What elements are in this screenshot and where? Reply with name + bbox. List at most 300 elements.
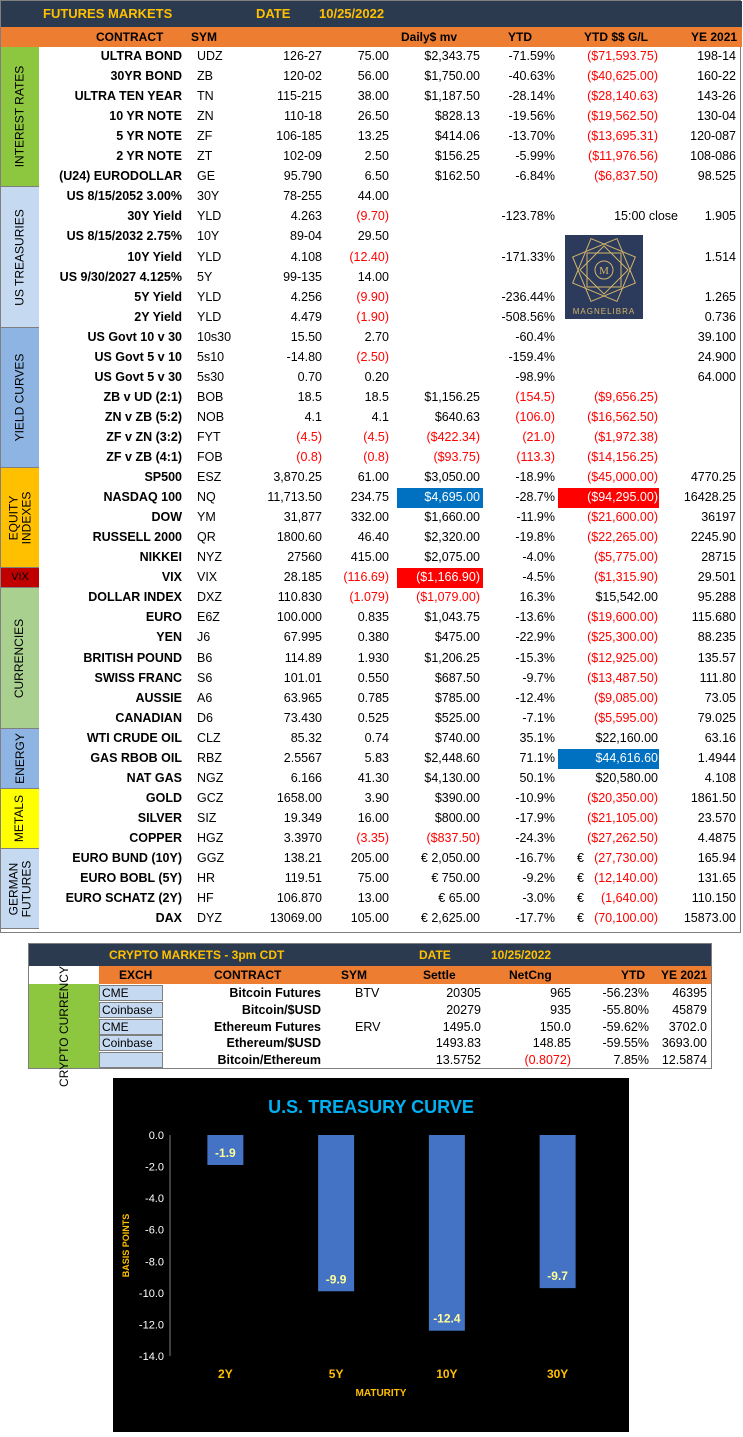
cell-gl: ($11,976.56) [588, 149, 658, 164]
cell-mv: ($837.50) [426, 830, 480, 845]
cell-ytd: -17.9% [515, 810, 555, 825]
cell-ytd: 16.3% [519, 590, 555, 605]
cell-ytd: -159.4% [508, 349, 555, 364]
cell-ytd: -71.59% [508, 49, 555, 63]
cell-chg: (3.35) [356, 830, 389, 845]
cell-name: WTI CRUDE OIL [86, 730, 182, 745]
table-row [39, 789, 742, 809]
cell-chg: 1.930 [357, 650, 389, 665]
cell-name: US Govt 5 v 10 [94, 349, 182, 364]
cell-sym: HF [197, 891, 214, 906]
crypto-table [28, 943, 712, 1087]
cell-ye: 160-22 [697, 69, 736, 84]
cell-sym: 5s10 [197, 349, 225, 364]
cell-ye: 165.94 [697, 851, 736, 865]
cell-chg: 3.90 [364, 790, 389, 805]
cell-chg: 5.83 [364, 750, 389, 765]
table-row [39, 408, 742, 428]
cell-name: BRITISH POUND [83, 650, 182, 665]
cell-sym: RBZ [197, 750, 222, 765]
cell-ye: 12.5874 [661, 1053, 707, 1068]
cell-ytd: -56.23% [602, 986, 649, 1000]
table-row [39, 889, 742, 909]
cell-name: (U24) EURODOLLAR [59, 169, 182, 184]
cell-ye: 110.150 [691, 891, 736, 906]
cell-sym: CLZ [197, 730, 221, 745]
table-row [39, 207, 742, 227]
cell-name: Ethereum Futures [214, 1019, 321, 1034]
table-row [39, 528, 742, 548]
cell-mv: $2,320.00 [424, 530, 480, 545]
cell-ye: 23.570 [697, 810, 736, 825]
section-vix [1, 568, 39, 588]
cell-ytd: -59.55% [602, 1036, 649, 1051]
cell-ye: 4.108 [704, 770, 736, 785]
cell-sym: YM [197, 510, 216, 525]
cell-sym: B6 [197, 650, 213, 665]
cell-ye: 130-04 [697, 109, 736, 124]
cell-last: 106-185 [276, 129, 322, 144]
table-row [39, 428, 742, 448]
cell-mv: $1,187.50 [424, 89, 480, 104]
cell-ytd: 71.1% [519, 750, 555, 765]
cell-last: 1658.00 [276, 790, 322, 805]
cell-ytd: -59.62% [602, 1019, 649, 1034]
cell-ytd: -55.80% [602, 1002, 649, 1017]
cell-eur: € [577, 851, 584, 865]
cell-sym: YLD [197, 249, 222, 264]
cell-name: SP500 [144, 470, 182, 485]
cell-ytd: (113.3) [516, 450, 555, 464]
cell-sym: NYZ [197, 550, 222, 565]
cell-last: 6.166 [290, 770, 322, 785]
cell-sym: ZT [197, 149, 213, 164]
cell-ye: 2245.90 [690, 530, 736, 545]
cell-gl: ($19,562.50) [587, 109, 658, 124]
cell-mv: $390.00 [434, 790, 480, 805]
cell-mv: $4,130.00 [424, 770, 480, 785]
cell-chg: 0.20 [364, 369, 389, 384]
cell-sym: HR [197, 871, 216, 886]
crypto-date: 10/25/2022 [491, 948, 552, 962]
cell-ytd: (106.0) [515, 409, 555, 424]
cell-exch: Coinbase [102, 1036, 153, 1051]
cell-ye: 3693.00 [661, 1036, 707, 1051]
table-row [39, 709, 742, 729]
futures-title: FUTURES MARKETS [43, 6, 173, 21]
cell-chg: 935 [550, 1002, 571, 1017]
cell-gl: (12,140.00) [594, 871, 658, 886]
cell-chg: 150.0 [539, 1019, 571, 1034]
cell-chg: 105.00 [350, 911, 389, 926]
cell-mv: $162.50 [434, 169, 480, 184]
cell-gl: $44,616.60 [595, 750, 658, 765]
crypto-exch-cell [99, 985, 163, 1001]
y-tick-label: -14.0 [138, 1351, 164, 1363]
cell-sym: FOB [197, 450, 223, 464]
table-row [39, 628, 742, 648]
cell-ytd: -123.78% [501, 209, 555, 224]
cell-chg: (1.079) [349, 590, 389, 605]
cell-ytd: -9.7% [522, 670, 555, 685]
cell-gl: ($1,972.38) [594, 429, 658, 444]
section-equity-indexes [1, 468, 39, 568]
cell-ye: 115.680 [691, 610, 736, 625]
cell-last: 100.000 [276, 610, 322, 625]
y-tick-label: 0.0 [148, 1130, 164, 1142]
cell-sym: BTV [355, 986, 380, 1000]
cell-last: 1800.60 [276, 530, 322, 545]
cell-sym: NGZ [197, 770, 224, 785]
section-german-futures [1, 849, 39, 929]
table-row [39, 729, 742, 749]
cell-last: 27560 [287, 550, 322, 565]
cell-chg: 38.00 [357, 89, 389, 104]
col-ye: YE 2021 [691, 30, 738, 44]
cell-sym: NQ [197, 490, 216, 505]
cell-last: 4.108 [290, 249, 322, 264]
section-metals [1, 789, 39, 849]
cell-chg: (9.90) [356, 289, 389, 304]
table-row [39, 388, 742, 408]
cell-gl: $15,542.00 [595, 590, 658, 605]
cell-chg: 13.00 [357, 891, 389, 906]
cell-name: 10 YR NOTE [109, 109, 182, 124]
section-label: EQUITY INDEXES [6, 491, 33, 545]
crypto-exch-cell [99, 1052, 163, 1068]
cell-last: (0.8) [296, 450, 322, 464]
cell-mv: $2,075.00 [424, 550, 480, 565]
cell-ye: 4770.25 [690, 470, 736, 485]
cell-sym: 10s30 [197, 329, 232, 344]
cell-mv: $1,750.00 [424, 69, 480, 84]
cell-ye: 63.16 [704, 730, 736, 745]
table-row [39, 107, 742, 127]
cell-eur: € [577, 911, 584, 926]
cell-ytd: 35.1% [519, 730, 555, 745]
cell-sym: BOB [197, 389, 224, 404]
cell-mv: $1,043.75 [424, 610, 480, 625]
cell-gl: ($27,262.50) [587, 830, 658, 845]
cell-ye: 73.05 [704, 690, 736, 705]
cell-chg: 332.00 [350, 510, 389, 525]
cell-chg: 13.25 [357, 129, 389, 144]
cell-chg: 75.00 [357, 871, 389, 886]
cell-name: US 8/15/2052 3.00% [66, 189, 182, 204]
cell-ytd: -10.9% [515, 790, 555, 805]
cell-sym: ZN [197, 109, 214, 124]
cell-last: 138.21 [283, 851, 322, 865]
cell-last: 106.870 [276, 891, 322, 906]
cell-gl: (27,730.00) [594, 851, 658, 865]
cell-name: GAS RBOB OIL [90, 750, 182, 765]
cell-ytd: (21.0) [522, 429, 555, 444]
cell-ytd: -22.9% [515, 630, 555, 645]
cell-gl: ($5,595.00) [594, 710, 658, 725]
cell-gl: 15:00 close [614, 209, 678, 224]
cell-mv: $1,206.25 [424, 650, 480, 665]
cell-chg: 29.50 [357, 229, 389, 244]
table-row [39, 909, 742, 929]
cell-ye: 79.025 [697, 710, 736, 725]
section-label: METALS [12, 794, 27, 842]
cell-sym: HGZ [197, 830, 224, 845]
cell-ye: 64.000 [697, 369, 736, 384]
cell-name: GOLD [145, 790, 182, 805]
section-label: VIX [11, 571, 29, 584]
table-row [39, 749, 742, 769]
cell-ye: 4.4875 [697, 830, 736, 845]
cell-last: 31,877 [283, 510, 322, 525]
cell-eur: € [577, 891, 584, 906]
cell-ye: 131.65 [697, 871, 736, 886]
cell-mv: ($422.34) [426, 429, 480, 444]
section-label: CURRENCIES [12, 618, 27, 698]
cell-gl: ($13,695.31) [587, 129, 658, 144]
table-row [39, 689, 742, 709]
section-label: YIELD CURVES [12, 353, 27, 442]
cell-last: 3,870.25 [273, 470, 322, 485]
cell-chg: 56.00 [357, 69, 389, 84]
cell-ye: 1.514 [704, 249, 736, 264]
cell-mv: € 2,050.00 [420, 851, 480, 865]
cell-last: 115-215 [277, 89, 322, 104]
bar-10y [429, 1135, 465, 1331]
cell-ye: 46395 [672, 986, 707, 1000]
cell-chg: 6.50 [364, 169, 389, 184]
section-label: ENERGY [12, 732, 27, 784]
cell-sym: QR [197, 530, 216, 545]
cell-name: EURO BUND (10Y) [72, 851, 182, 865]
cell-name: 5 YR NOTE [116, 129, 182, 144]
cell-mv: $687.50 [434, 670, 480, 685]
cell-sym: YLD [197, 289, 222, 304]
cell-chg: (116.69) [343, 570, 389, 585]
cell-chg: 965 [550, 986, 571, 1000]
crypto-exch-cell [99, 1019, 163, 1035]
cell-last: 73.430 [283, 710, 322, 725]
cell-gl: ($6,837.50) [594, 169, 658, 184]
cell-mv: $414.06 [434, 129, 480, 144]
cell-chg: 26.50 [357, 109, 389, 124]
table-row [39, 368, 742, 388]
cell-last: 126-27 [283, 49, 322, 63]
cell-chg: 0.550 [357, 670, 389, 685]
col-gl: YTD $$ G/L [584, 30, 649, 44]
table-row [39, 548, 742, 568]
table-row [39, 488, 742, 508]
cell-gl: ($1,315.90) [594, 570, 658, 585]
cell-chg: 41.30 [357, 770, 389, 785]
bar-30y [540, 1135, 576, 1288]
cell-last: 99-135 [283, 269, 322, 284]
y-axis-label: BASIS POINTS [121, 1213, 131, 1278]
cell-ytd: (154.5) [515, 389, 555, 404]
cell-sym: ZF [197, 129, 213, 144]
cell-gl: (70,100.00) [594, 911, 658, 926]
table-row [39, 849, 742, 869]
cell-mv: $800.00 [434, 810, 480, 825]
cell-chg: (2.50) [356, 349, 389, 364]
col-mv: Daily$ mv [401, 30, 458, 44]
cell-chg: 2.50 [364, 149, 389, 164]
cell-sym: D6 [197, 710, 213, 725]
cell-gl: ($22,265.00) [587, 530, 658, 545]
cell-ye: 1.265 [704, 289, 736, 304]
cell-name: NASDAQ 100 [103, 490, 182, 505]
cell-sym: UDZ [197, 49, 223, 63]
cell-sym: J6 [197, 630, 211, 645]
cell-name: EURO [145, 610, 182, 625]
cell-gl: ($45,000.00) [587, 470, 658, 485]
cell-gl: ($21,600.00) [587, 510, 658, 525]
table-row [39, 448, 742, 468]
cell-name: DOW [151, 510, 182, 525]
cell-mv: $640.63 [434, 409, 480, 424]
cell-gl: ($40,625.00) [587, 69, 658, 84]
table-row [39, 167, 742, 187]
cell-name: EURO BOBL (5Y) [80, 871, 182, 886]
section-currencies [1, 588, 39, 728]
cell-name: DAX [155, 911, 182, 926]
cell-sym: E6Z [197, 610, 220, 625]
crypto-row [99, 1002, 711, 1019]
cell-last: 3.3970 [283, 830, 322, 845]
cell-last: 4.263 [290, 209, 322, 224]
futures-date: 10/25/2022 [319, 6, 385, 21]
cell-last: 4.1 [304, 409, 322, 424]
bar-5y [318, 1135, 354, 1291]
cell-ye: 1861.50 [690, 790, 736, 805]
cell-last: 11,713.50 [267, 490, 322, 505]
cell-mv: € 750.00 [431, 871, 480, 886]
cell-name: NAT GAS [126, 770, 182, 785]
cell-eur: € [577, 871, 584, 886]
cell-last: 15.50 [290, 329, 322, 344]
cell-chg: 0.380 [357, 630, 389, 645]
cell-sym: 5s30 [197, 369, 225, 384]
cell-name: ZB v UD (2:1) [103, 389, 182, 404]
cell-last: 0.70 [297, 369, 322, 384]
logo-text: MAGNELIBRA [572, 307, 636, 316]
x-axis-label: MATURITY [355, 1388, 407, 1399]
cell-gl: ($9,085.00) [594, 690, 658, 705]
cell-mv: $1,660.00 [424, 510, 480, 525]
cell-ytd: -6.84% [515, 169, 555, 184]
cell-ye: 0.736 [704, 309, 736, 324]
table-row [39, 649, 742, 669]
cell-chg: (4.5) [363, 429, 389, 444]
cell-name: US Govt 10 v 30 [87, 329, 182, 344]
crypto-date-label: DATE [419, 948, 451, 962]
svg-text:M: M [599, 265, 609, 277]
y-tick-label: -8.0 [145, 1256, 164, 1269]
section-yield-curves [1, 328, 39, 468]
data-label: -9.7 [547, 1269, 568, 1284]
cell-sym: DXZ [197, 590, 222, 605]
cell-mv: $828.13 [434, 109, 480, 124]
cell-name: 10Y Yield [127, 249, 182, 264]
cell-ye: 1.905 [704, 209, 736, 224]
cell-ye: 24.900 [697, 349, 736, 364]
table-row [39, 67, 742, 87]
futures-date-label: DATE [256, 6, 291, 21]
crypto-row [99, 1052, 711, 1069]
cell-ytd: -19.56% [508, 109, 555, 124]
crypto-col-ye: YE 2021 [661, 968, 708, 982]
chart-title: U.S. TREASURY CURVE [268, 1097, 474, 1117]
cell-gl: ($13,487.50) [587, 670, 658, 685]
cell-sym: TN [197, 89, 214, 104]
cell-ye: 95.288 [697, 590, 736, 605]
cell-name: Bitcoin/$USD [241, 1002, 321, 1017]
y-tick-label: -4.0 [145, 1193, 164, 1206]
cell-ye: 135.57 [697, 650, 736, 665]
cell-sym: ERV [355, 1019, 381, 1034]
cell-sym: GCZ [197, 790, 224, 805]
cell-gl: ($21,105.00) [587, 810, 658, 825]
cell-gl: ($12,925.00) [587, 650, 658, 665]
cell-last: 101.01 [283, 670, 322, 685]
cell-ye: 98.525 [697, 169, 736, 184]
cell-sym: S6 [197, 670, 213, 685]
cell-chg: 4.1 [371, 409, 389, 424]
col-ytd: YTD [508, 30, 532, 44]
data-label: -9.9 [325, 1272, 347, 1287]
cell-mv: $2,448.60 [424, 750, 480, 765]
cell-sym: YLD [197, 209, 222, 224]
cell-ye: 45879 [672, 1002, 707, 1017]
table-row [39, 568, 742, 588]
cell-chg: (1.90) [356, 309, 389, 324]
cell-mv: € 2,625.00 [420, 911, 480, 926]
cell-ytd: -11.9% [516, 510, 555, 525]
cell-settle: 13.5752 [435, 1053, 481, 1068]
cell-gl: $20,580.00 [595, 770, 658, 785]
cell-mv: $785.00 [434, 690, 480, 705]
cell-chg: (9.70) [356, 209, 389, 224]
cell-ye: 28715 [701, 550, 736, 565]
cell-ytd: -15.3% [515, 650, 555, 665]
table-row [39, 348, 742, 368]
cell-gl: $22,160.00 [595, 730, 658, 745]
crypto-col-chg: NetCng [509, 968, 552, 982]
cell-ye: 198-14 [697, 49, 736, 63]
cell-mv: ($93.75) [433, 450, 480, 464]
cell-ytd: -4.0% [522, 550, 555, 565]
crypto-col-contract: CONTRACT [214, 968, 282, 982]
col-sym: SYM [191, 30, 218, 44]
section-us-treasuries [1, 187, 39, 327]
cell-last: 19.349 [283, 810, 322, 825]
cell-last: 114.89 [284, 650, 322, 665]
cell-last: (4.5) [296, 429, 322, 444]
table-row [39, 608, 742, 628]
cell-ytd: -28.14% [508, 89, 555, 104]
data-label: -12.4 [433, 1311, 461, 1326]
cell-settle: 20279 [446, 1002, 481, 1017]
cell-ytd: -28.7% [515, 490, 555, 505]
cell-name: VIX [161, 570, 182, 585]
cell-ytd: -17.7% [515, 911, 555, 926]
crypto-col-settle: Settle [423, 968, 456, 982]
cell-last: 78-255 [283, 189, 322, 204]
cell-ytd: -98.9% [515, 369, 555, 384]
cell-ye: 108-086 [690, 149, 736, 164]
table-row [39, 127, 742, 147]
cell-settle: 1495.0 [442, 1019, 481, 1034]
cell-sym: YLD [197, 309, 222, 324]
